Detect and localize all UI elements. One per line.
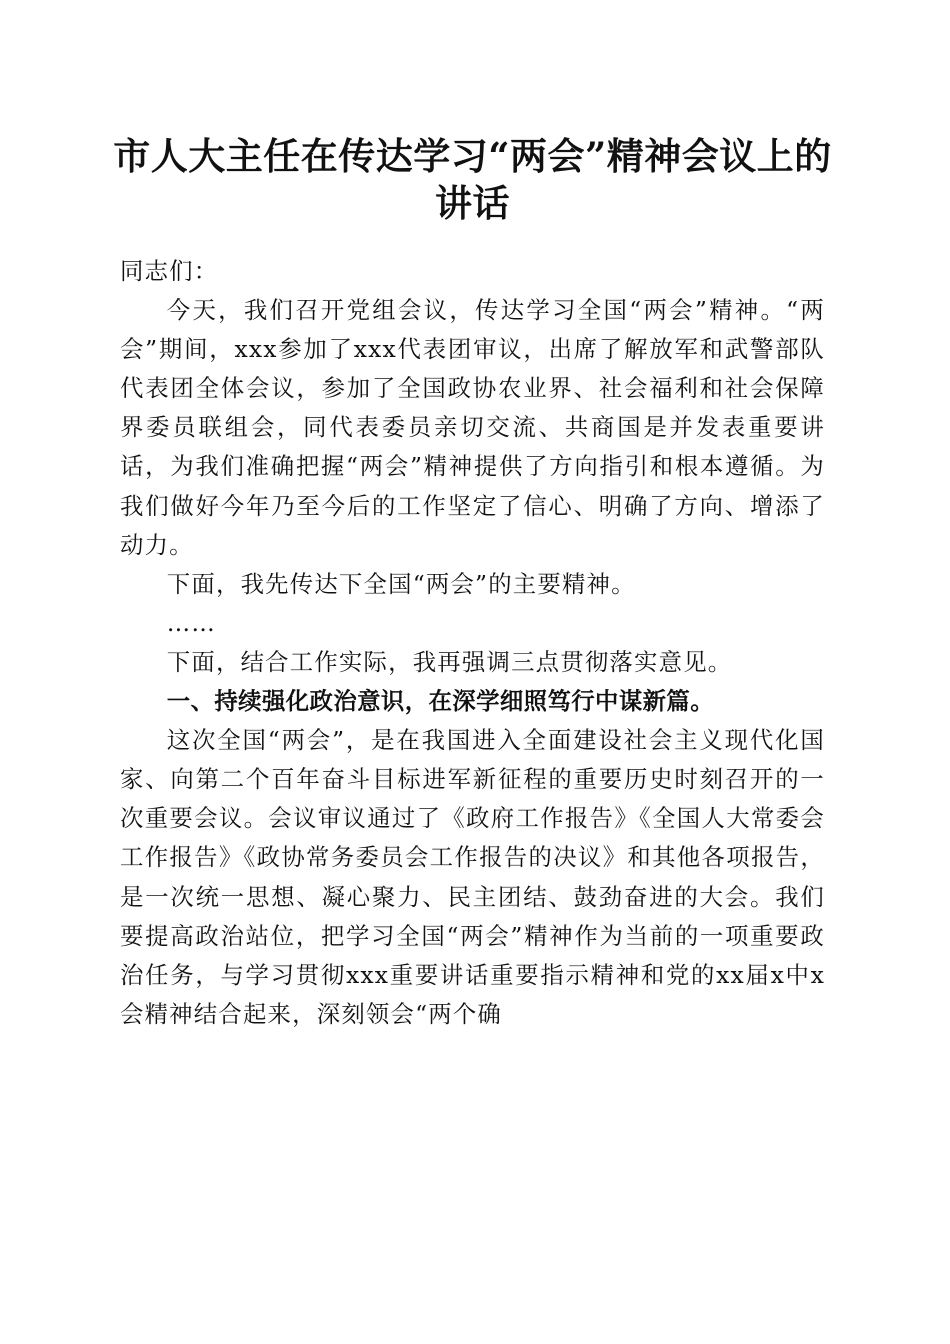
paragraph-transition: 下面，我先传达下全国“两会”的主要精神。 bbox=[166, 569, 636, 598]
section-heading-one: 一、持续强化政治意识，在深学细照笃行中谋新篇。 bbox=[166, 687, 714, 716]
paragraph-intro: 今天，我们召开党组会议，传达学习全国“两会”精神。“两会”期间，xxx参加了xxx代表团审议，出席了解放军和武警部队代表团全体会议，参加了全国政协农业界、社会福利和社会保障界委员联组会，同代表委员亲切交流、共商国是并发表重要讲话，为我们准确把握“两会”精神提供了方向指引和根本遵循。为我们做好今年乃至今后的工作坚定了信心、明确了方向、增添了动力。 bbox=[120, 296, 825, 559]
title-line-2: 讲话 bbox=[435, 181, 510, 225]
title-line-1: 市人大主任在传达学习“两会”精神会议上的 bbox=[113, 134, 832, 178]
salutation: 同志们： bbox=[120, 257, 219, 285]
document-body bbox=[120, 252, 825, 1034]
ellipsis-paragraph: …… bbox=[166, 608, 216, 637]
section-one-paragraph: 这次全国“两会”，是在我国进入全面建设社会主义现代化国家、向第二个百年奋斗目标进军新征程的重要历史时刻召开的一次重要会议。会议审议通过了《政府工作报告》《全国人大常委会工作报告》《政协常务委员会工作报告的决议》和其他各项报告，是一次统一思想、凝心聚力、民主团结、鼓劲奋进的大会。我们要提高政治站位，把学习全国“两会”精神作为当前的一项重要政治任务，与学习贯彻xxx重要讲话重要指示精神和党的xx届x中x会精神结合起来，深刻领会“两个确 bbox=[120, 726, 825, 1028]
document-title bbox=[100, 133, 845, 227]
paragraph-emphasis: 下面，结合工作实际，我再强调三点贯彻落实意见。 bbox=[166, 647, 733, 676]
